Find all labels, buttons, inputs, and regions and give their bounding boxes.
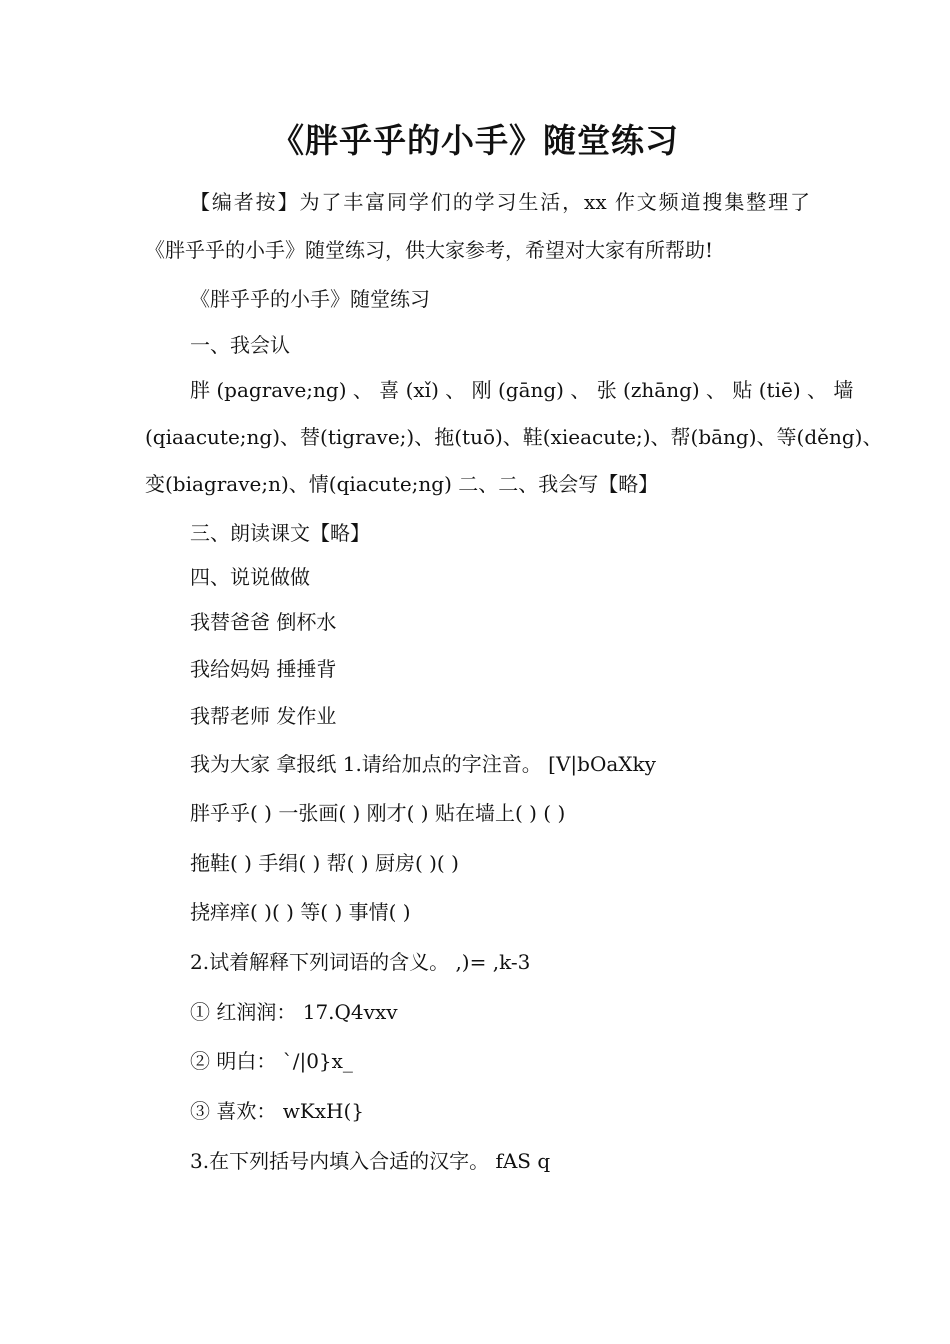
part-three-heading: 三、朗读课文【略】	[190, 521, 370, 545]
pinyin-line-1: 胖 (pagrave;ng) 、 喜 (xǐ) 、 刚 (gāng) 、 张 (zhāng) 、 贴 (tiē) 、 墙	[190, 378, 854, 402]
blanks-line-2: 拖鞋( ) 手绢( ) 帮( ) 厨房( )( )	[190, 851, 459, 875]
practice-line-2: 我给妈妈 捶捶背	[190, 657, 337, 681]
blanks-line-1: 胖乎乎( ) 一张画( ) 刚才( ) 贴在墙上( ) ( )	[190, 801, 566, 825]
document-title: 《胖乎乎的小手》随堂练习	[271, 121, 679, 160]
question-two-line: 2.试着解释下列词语的含义。 ,)= ,k-3	[190, 950, 531, 974]
section-heading: 《胖乎乎的小手》随堂练习	[190, 287, 430, 311]
practice-line-1: 我替爸爸 倒杯水	[190, 610, 337, 634]
editor-note-line-1: 【编者按】为了丰富同学们的学习生活，xx 作文频道搜集整理了	[190, 190, 810, 214]
editor-note-line-2: 《胖乎乎的小手》随堂练习，供大家参考，希望对大家有所帮助!	[145, 238, 714, 262]
pinyin-line-3: 变(biagrave;n)、情(qiacute;ng) 二、二、我会写【略】	[145, 472, 659, 496]
practice-line-3: 我帮老师 发作业	[190, 704, 337, 728]
part-four-heading: 四、说说做做	[190, 565, 310, 589]
part-one-heading: 一、我会认	[190, 333, 290, 357]
definition-item-2: ② 明白： `/|0}x_	[190, 1049, 353, 1073]
definition-item-1: ① 红润润： 17.Q4vxv	[190, 1000, 398, 1024]
question-three-line: 3.在下列括号内填入合适的汉字。 fAS q	[190, 1149, 551, 1173]
question-one-line: 我为大家 拿报纸 1.请给加点的字注音。 [V|bOaXky	[190, 752, 656, 776]
blanks-line-3: 挠痒痒( )( ) 等( ) 事情( )	[190, 900, 411, 924]
pinyin-line-2: (qiaacute;ng)、替(tigrave;)、拖(tuō)、鞋(xieacute;)、帮(bāng)、等(děng)、	[145, 425, 883, 449]
definition-item-3: ③ 喜欢： wKxH(}	[190, 1099, 365, 1123]
